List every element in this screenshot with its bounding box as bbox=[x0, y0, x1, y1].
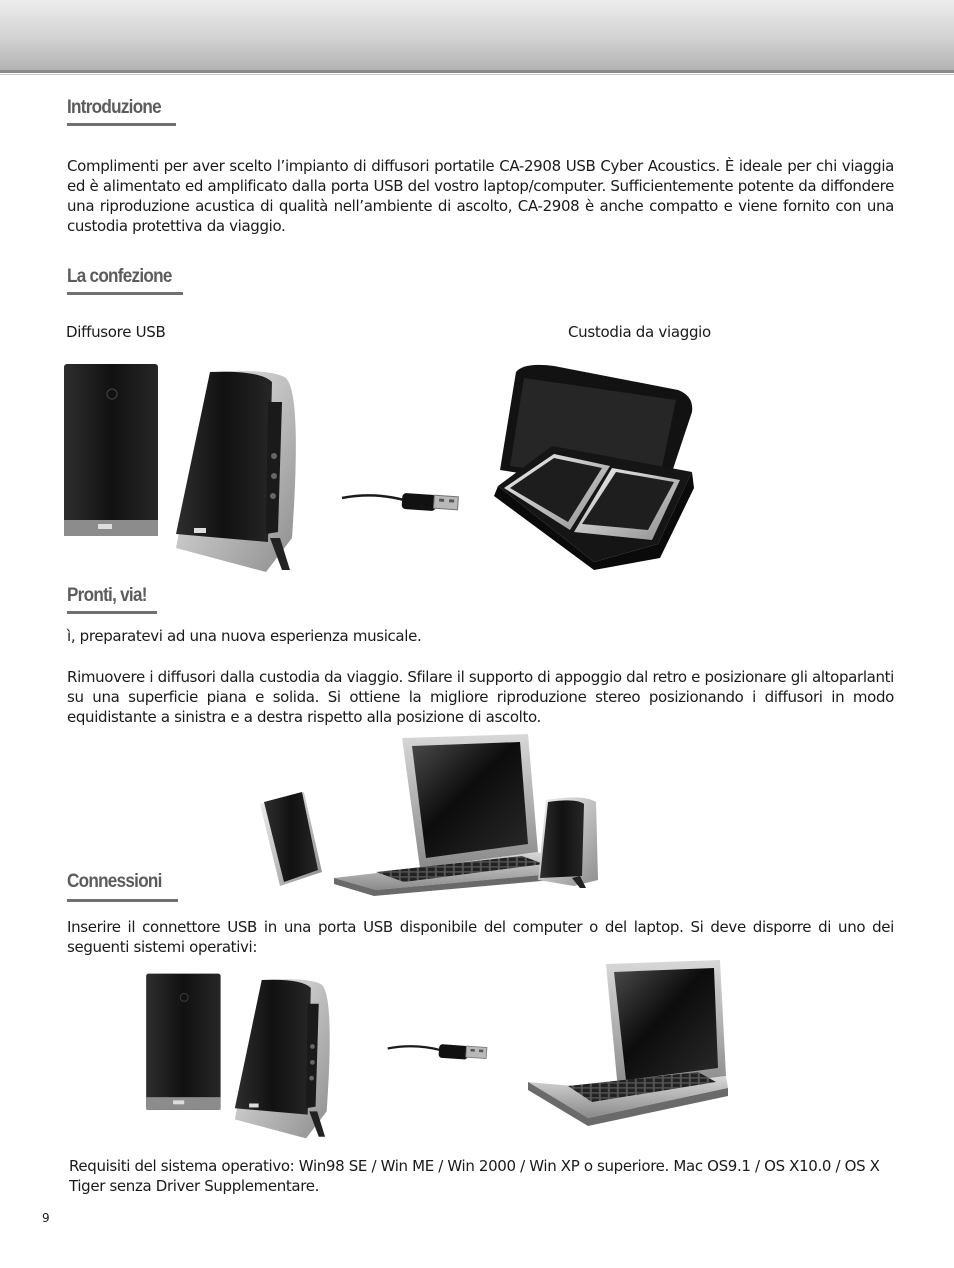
section-title-underline bbox=[67, 123, 176, 126]
section-title-connections: Connessioni bbox=[67, 871, 162, 892]
usb-cable-image-2 bbox=[386, 1038, 490, 1064]
section-title-underline bbox=[67, 292, 183, 295]
usb-speakers-image-2 bbox=[143, 972, 333, 1140]
header-divider bbox=[0, 70, 954, 73]
header-divider-thin bbox=[0, 74, 954, 75]
case-label: Custodia da viaggio bbox=[568, 323, 711, 341]
usb-cable-image bbox=[340, 486, 462, 516]
travel-case-image bbox=[494, 362, 698, 570]
section-title-package: La confezione bbox=[67, 266, 172, 287]
system-requirements: Requisiti del sistema operativo: Win98 SE / Win ME / Win 2000 / Win XP o superiore. Mac OS9.1 / OS X10.0 / OS X Tiger senza Driver Supplementare. bbox=[69, 1157, 880, 1195]
section-title-underline bbox=[67, 611, 157, 614]
intro-paragraph: Complimenti per aver scelto l’impianto di diffusori portatile CA-2908 USB Cyber Acoustics. È ideale per chi viaggia ed è alimentato ed amplificato dalla porta USB del vostro laptop/computer. Sufficientemente potente da diffondere una riproduzione acustica di qualità nell’ambiente di ascolto, CA-2908 è anche compatto e viene fornito con una custodia protettiva da viaggio. bbox=[67, 157, 894, 235]
header-bar bbox=[0, 0, 954, 70]
speaker-label: Diffusore USB bbox=[66, 323, 166, 341]
laptop-image bbox=[528, 958, 734, 1122]
section-title-underline bbox=[67, 899, 178, 902]
section-title-ready: Pronti, via! bbox=[67, 585, 147, 606]
page-number: 9 bbox=[42, 1211, 50, 1225]
connections-paragraph: Inserire il connettore USB in una porta USB disponibile del computer o del laptop. Si deve disporre di uno dei seguenti sistemi operativi: bbox=[67, 918, 894, 956]
usb-speakers-image bbox=[60, 362, 300, 574]
speakers-laptop-setup-image bbox=[256, 732, 608, 890]
ready-paragraph-2: Rimuovere i diffusori dalla custodia da viaggio. Sfilare il supporto di appoggio dal retro e posizionare gli altoparlanti su una superficie piana e solida. Si ottiene la migliore riproduzione stereo posizionando i diffusori in modo equidistante a sinistra e a destra rispetto alla posizione di ascolto. bbox=[67, 668, 894, 726]
ready-paragraph-1: ì, preparatevi ad una nuova esperienza musicale. bbox=[67, 627, 422, 645]
section-title-intro: Introduzione bbox=[67, 97, 161, 118]
